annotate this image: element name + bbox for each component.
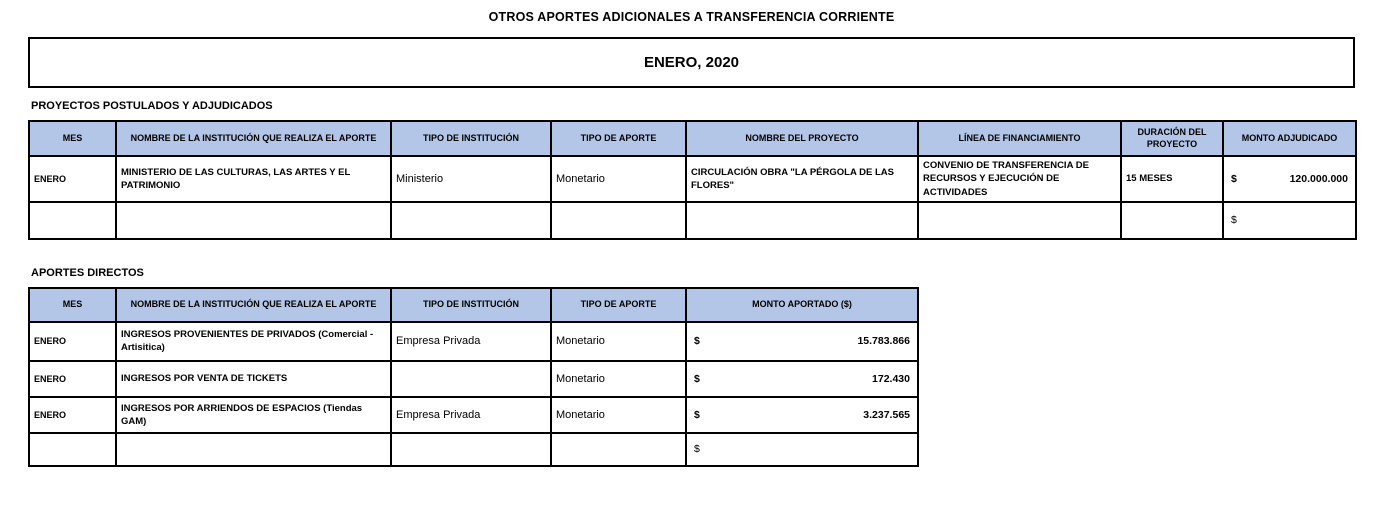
currency-symbol: $ (694, 335, 700, 348)
cell-tipo-institucion (391, 361, 551, 397)
cell-mes (29, 202, 116, 239)
cell-institucion: INGRESOS PROVENIENTES DE PRIVADOS (Comercial - Artisitica) (116, 322, 391, 361)
page-title: OTROS APORTES ADICIONALES A TRANSFERENCIA CORRIENTE (488, 10, 895, 24)
cell-mes: ENERO (29, 322, 116, 361)
cell-tipo-aporte (551, 433, 686, 466)
column-header-duracion: DURACIÓN DEL PROYECTO (1121, 121, 1223, 156)
period-label: ENERO, 2020 (643, 54, 740, 71)
cell-monto (686, 397, 918, 433)
column-header-institucion: NOMBRE DE LA INSTITUCIÓN QUE REALIZA EL APORTE (116, 121, 391, 156)
cell-mes (29, 433, 116, 466)
direct-contributions-table (28, 287, 919, 467)
cell-mes: ENERO (29, 156, 116, 202)
column-header-mes: MES (29, 288, 116, 322)
cell-institucion (116, 202, 391, 239)
table-row (29, 156, 1356, 202)
cell-tipo-institucion (391, 433, 551, 466)
cell-duracion (1121, 202, 1223, 239)
cell-monto (686, 361, 918, 397)
cell-proyecto: CIRCULACIÓN OBRA "LA PÉRGOLA DE LAS FLORES" (686, 156, 918, 202)
currency-symbol: $ (1231, 214, 1237, 227)
column-header-mes: MES (29, 121, 116, 156)
column-header-proyecto: NOMBRE DEL PROYECTO (686, 121, 918, 156)
cell-monto (686, 322, 918, 361)
cell-tipo-institucion: Empresa Privada (391, 322, 551, 361)
cell-tipo-aporte: Monetario (551, 361, 686, 397)
amount-value: 3.237.565 (863, 408, 910, 421)
cell-institucion: INGRESOS POR ARRIENDOS DE ESPACIOS (Tiendas GAM) (116, 397, 391, 433)
cell-institucion (116, 433, 391, 466)
section-title-projects: PROYECTOS POSTULADOS Y ADJUDICADOS (31, 100, 273, 112)
cell-mes: ENERO (29, 361, 116, 397)
direct-header-row (29, 288, 918, 322)
currency-symbol: $ (694, 408, 700, 421)
cell-tipo-aporte: Monetario (551, 397, 686, 433)
amount-value: 172.430 (872, 372, 910, 385)
column-header-monto-adjudicado: MONTO ADJUDICADO (1223, 121, 1356, 156)
column-header-tipo-institucion: TIPO DE INSTITUCIÓN (391, 121, 551, 156)
column-header-institucion: NOMBRE DE LA INSTITUCIÓN QUE REALIZA EL APORTE (116, 288, 391, 322)
cell-tipo-institucion: Ministerio (391, 156, 551, 202)
amount-value: 120.000.000 (1289, 172, 1348, 185)
cell-duracion: 15 MESES (1121, 156, 1223, 202)
cell-tipo-aporte: Monetario (551, 322, 686, 361)
cell-institucion: MINISTERIO DE LAS CULTURAS, LAS ARTES Y EL PATRIMONIO (116, 156, 391, 202)
amount-value: 15.783.866 (857, 335, 910, 348)
column-header-monto-aportado: MONTO APORTADO ($) (686, 288, 918, 322)
period-box (28, 37, 1355, 88)
currency-symbol: $ (1231, 172, 1237, 185)
cell-linea-financiamiento: CONVENIO DE TRANSFERENCIA DE RECURSOS Y EJECUCIÓN DE ACTIVIDADES (918, 156, 1121, 202)
cell-monto (1223, 202, 1356, 239)
column-header-tipo-institucion: TIPO DE INSTITUCIÓN (391, 288, 551, 322)
table-row (29, 433, 918, 466)
column-header-tipo-aporte: TIPO DE APORTE (551, 288, 686, 322)
table-row (29, 397, 918, 433)
cell-mes: ENERO (29, 397, 116, 433)
cell-proyecto (686, 202, 918, 239)
projects-table (28, 120, 1357, 240)
cell-tipo-aporte: Monetario (551, 156, 686, 202)
currency-symbol: $ (694, 372, 700, 385)
cell-institucion: INGRESOS POR VENTA DE TICKETS (116, 361, 391, 397)
cell-tipo-institucion: Empresa Privada (391, 397, 551, 433)
cell-linea-financiamiento (918, 202, 1121, 239)
cell-monto (686, 433, 918, 466)
column-header-linea-financiamiento: LÍNEA DE FINANCIAMIENTO (918, 121, 1121, 156)
cell-monto (1223, 156, 1356, 202)
table-row (29, 202, 1356, 239)
column-header-tipo-aporte: TIPO DE APORTE (551, 121, 686, 156)
projects-header-row (29, 121, 1356, 156)
currency-symbol: $ (694, 443, 700, 456)
table-row (29, 361, 918, 397)
cell-tipo-institucion (391, 202, 551, 239)
section-title-direct: APORTES DIRECTOS (31, 266, 144, 279)
cell-tipo-aporte (551, 202, 686, 239)
table-row (29, 322, 918, 361)
